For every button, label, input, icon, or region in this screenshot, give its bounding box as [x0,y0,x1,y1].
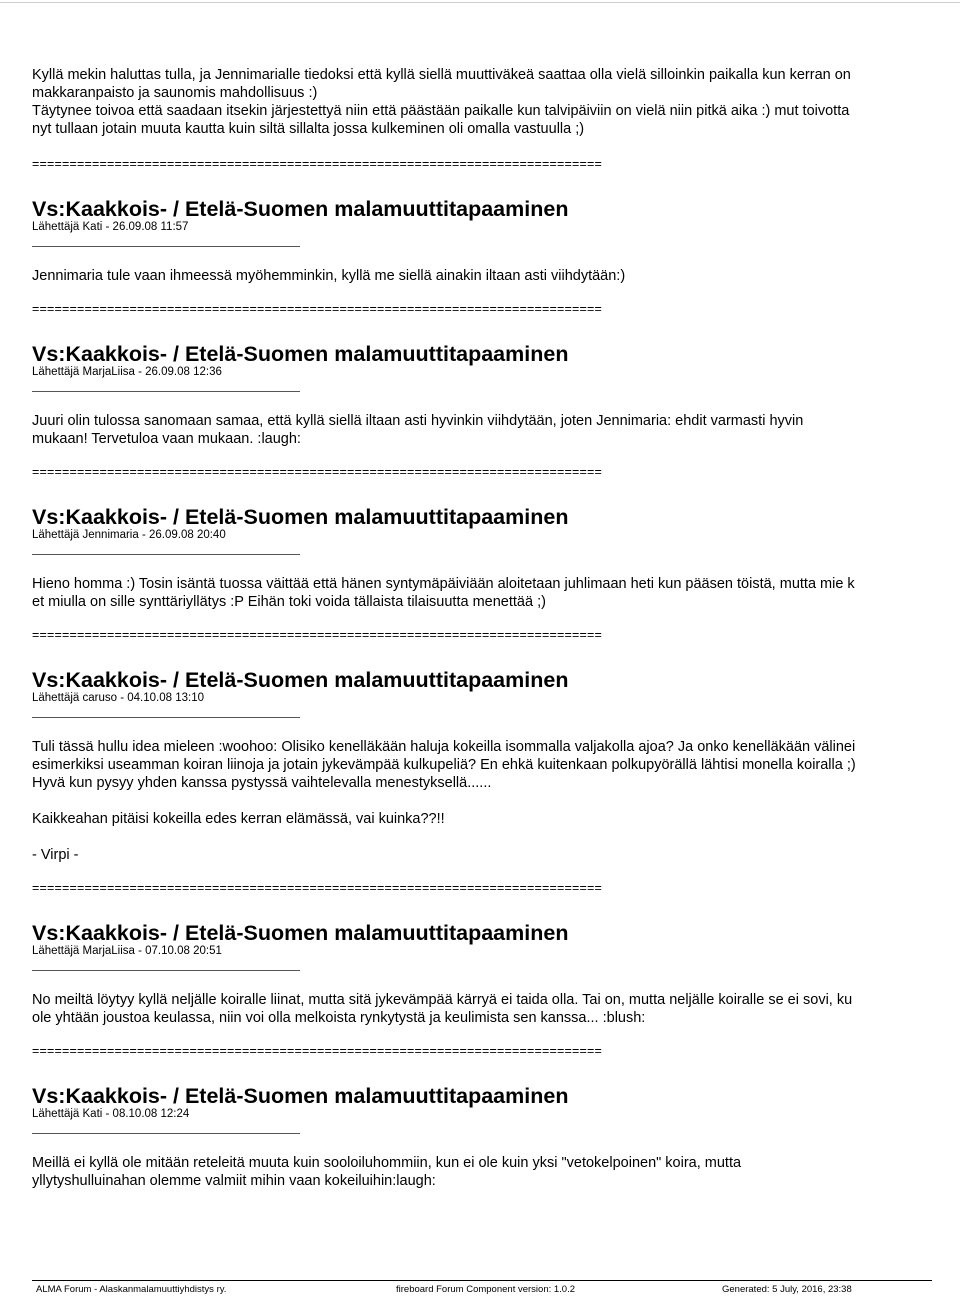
post-divider [32,391,300,392]
post-body-line: Jennimaria tule vaan ihmeessä myöhemminkin, kyllä me siellä ainakin iltaan asti viihdytään:) [32,268,626,284]
post-body-line: Kaikkeahan pitäisi kokeilla edes kerran elämässä, vai kuinka??!! [32,811,445,827]
post-title: Vs:Kaakkois- / Etelä-Suomen malamuuttitapaaminen [32,197,569,221]
post-separator: ============================================================================ [32,628,602,642]
post-body-blank [32,792,960,810]
post-meta: Lähettäjä MarjaLiisa - 26.09.08 12:36 [32,366,222,378]
post-title: Vs:Kaakkois- / Etelä-Suomen malamuuttitapaaminen [32,1084,569,1108]
post [32,1084,960,1190]
post-body-line: mukaan! Tervetuloa vaan mukaan. :laugh: [32,431,301,447]
post [32,505,960,611]
post-separator: ============================================================================ [32,881,602,895]
post-title: Vs:Kaakkois- / Etelä-Suomen malamuuttitapaaminen [32,921,569,945]
post-signature: - Virpi - [32,847,79,863]
post-body [32,412,960,448]
top-border [0,0,960,3]
intro-post-body [32,66,960,138]
post [32,921,960,1027]
post-divider [32,554,300,555]
post-body-line: Meillä ei kyllä ole mitään reteleitä muuta kuin sooloiluhommiin, kun ei ole kuin yksi "vetokelpoinen" koira, mutta [32,1155,742,1171]
post-title: Vs:Kaakkois- / Etelä-Suomen malamuuttitapaaminen [32,505,569,529]
post-body [32,991,960,1027]
post-body-line: yllytyshulluinahan olemme valmiit mihin vaan kokeiluihin:laugh: [32,1173,436,1189]
post-meta: Lähettäjä Jennimaria - 26.09.08 20:40 [32,529,226,541]
post-title: Vs:Kaakkois- / Etelä-Suomen malamuuttitapaaminen [32,668,569,692]
post-separator: ============================================================================ [32,157,602,171]
post-meta: Lähettäjä Kati - 08.10.08 12:24 [32,1108,190,1120]
post-body-line: Hyvä kun pysyy yhden kanssa pystyssä vaihtelevalla menestyksellä...... [32,775,492,791]
post-separator: ============================================================================ [32,465,602,479]
post-divider [32,1133,300,1134]
post-body [32,575,960,611]
post-body-line: ole yhtään joustoa keulassa, niin voi olla melkoista rynkytystä ja keulimista sen kanssa... :blush: [32,1010,646,1026]
intro-line: nyt tullaan jotain muuta kautta kuin siltä sillalta jossa kulkeminen oli omalla vastuulla ;) [32,121,585,137]
post-body-line: et miulla on sille synttäriyllätys :P Eihän toki voida tällaista tilaisuutta menettää ;) [32,594,546,610]
post-meta: Lähettäjä Kati - 26.09.08 11:57 [32,221,189,233]
footer-component-version: fireboard Forum Component version: 1.0.2 [396,1284,576,1295]
page-footer [32,1280,932,1298]
footer-generated-date: Generated: 5 July, 2016, 23:38 [722,1284,852,1295]
post-divider [32,970,300,971]
intro-line: Kyllä mekin haluttas tulla, ja Jennimarialle tiedoksi että kyllä siellä muuttiväkeä saattaa olla vielä silloinkin paikalla kun kerran on [32,67,851,83]
post [32,197,960,285]
post-body-line: Tuli tässä hullu idea mieleen :woohoo: Olisiko kenelläkään haluja kokeilla isommalla valjakolla ajoa? Ja onko kenelläkään välinei [32,739,856,755]
post [32,342,960,448]
post-meta: Lähettäjä MarjaLiisa - 07.10.08 20:51 [32,945,222,957]
post-body [32,738,960,864]
post-body-blank [32,828,960,846]
post-body-line: No meiltä löytyy kyllä neljälle koiralle liinat, mutta sitä jykevämpää kärryä ei taida olla. Tai on, mutta neljälle koiralle se ei sovi, ku [32,992,853,1008]
post-separator: ============================================================================ [32,1044,602,1058]
intro-line: Täytynee toivoa että saadaan itsekin järjestettyä niin että päästään paikalle kun talvipäiviin on vielä niin pitkä aika :) mut toivotta [32,103,850,119]
post-body [32,1154,960,1190]
post-divider [32,246,300,247]
post [32,668,960,864]
post-body [32,267,960,285]
intro-line: makkaranpaisto ja saunomis mahdollisuus :) [32,85,318,101]
post-meta: Lähettäjä caruso - 04.10.08 13:10 [32,692,204,704]
forum-thread [32,66,960,1190]
post-separator: ============================================================================ [32,302,602,316]
post-divider [32,717,300,718]
footer-site-name: ALMA Forum - Alaskanmalamuuttiyhdistys ry. [36,1284,227,1295]
post-body-line: Hieno homma :) Tosin isäntä tuossa väittää että hänen syntymäpäiviään aloitetaan juhlimaan heti kun pääsen töistä, mutta mie k [32,576,855,592]
post-body-line: Juuri olin tulossa sanomaan samaa, että kyllä siellä iltaan asti hyvinkin viihdytään, joten Jennimaria: ehdit varmasti hyvin [32,413,804,429]
post-body-line: esimerkiksi useamman koiran liinoja ja jotain jykevämpää kulkupeliä? En ehkä kuitenkaan polkupyörällä lähtisi monella koiralla ;) [32,757,856,773]
post-title: Vs:Kaakkois- / Etelä-Suomen malamuuttitapaaminen [32,342,569,366]
